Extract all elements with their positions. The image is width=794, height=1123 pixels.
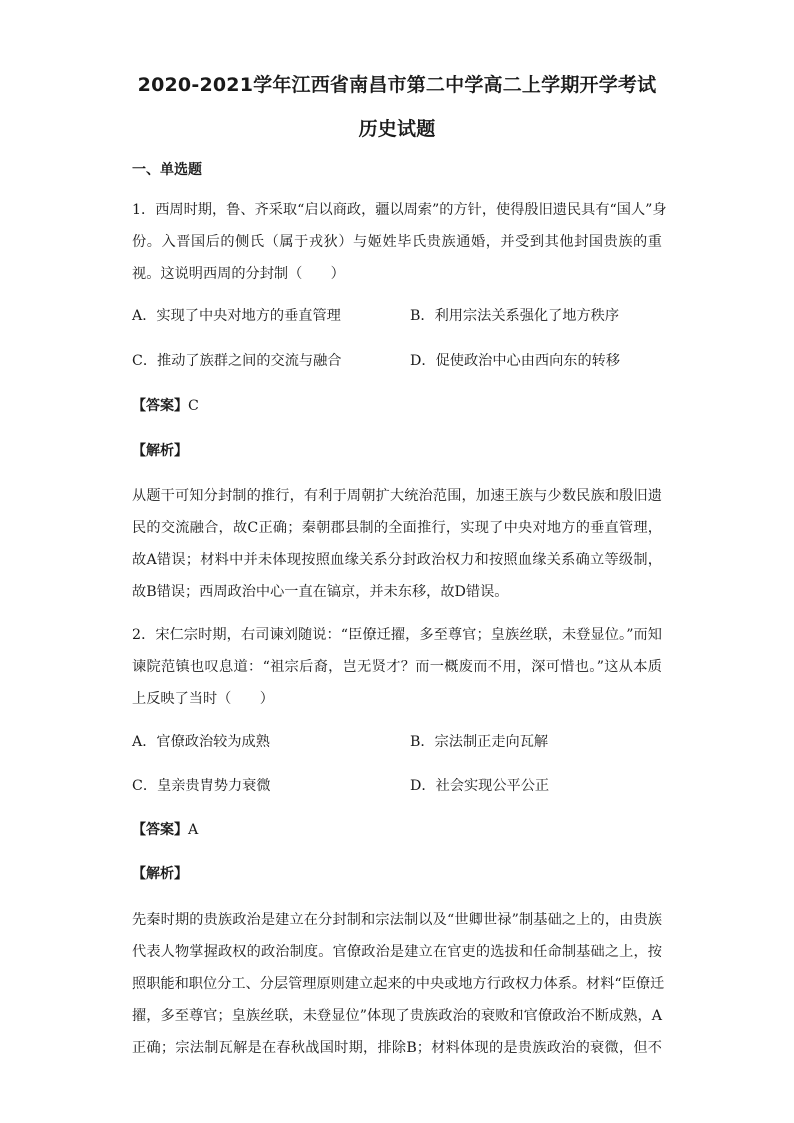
q1-answer (132, 396, 199, 416)
q2-option-c: C．皇亲贵胄势力衰微 (132, 778, 271, 794)
q2-stem-line: 上反映了当时（ ） (132, 691, 274, 707)
q1-option-b: B．利用宗法关系强化了地方秩序 (410, 308, 620, 324)
q1-analysis-line: 从题干可知分封制的推行，有利于周朝扩大统治范围，加速王族与少数民族和殷旧遗 (132, 488, 662, 504)
q1-answer-value: C (188, 398, 199, 414)
q2-analysis-line: 先秦时期的贵族政治是建立在分封制和宗法制以及“世卿世禄”制基础之上的，由贵族 (132, 912, 662, 928)
q1-stem-line: 视。这说明西周的分封制（ ） (132, 266, 345, 282)
q1-analysis-line: 故A错误；材料中并未体现按照血缘关系分封政治权力和按照血缘关系确立等级制， (132, 552, 662, 568)
q1-analysis-line: 故B错误；西周政治中心一直在镐京，并未东移，故D错误。 (132, 584, 509, 600)
q2-option-b: B．宗法制正走向瓦解 (410, 734, 549, 750)
q2-stem-line: 谏院范镇也叹息道：“祖宗后裔，岂无贤才？而一概废而不用，深可惜也。”这从本质 (132, 659, 662, 675)
q1-option-d: D．促使政治中心由西向东的转移 (410, 353, 621, 369)
section-heading: 一、单选题 (132, 162, 202, 178)
document-title: 2020-2021学年江西省南昌市第二中学高二上学期开学考试 (137, 74, 657, 96)
q2-analysis-line: 正确；宗法制瓦解是在春秋战国时期，排除B；材料体现的是贵族政治的衰微，但不 (132, 1040, 662, 1056)
document-subtitle: 历史试题 (358, 118, 436, 140)
q1-analysis-label: 【解析】 (132, 443, 188, 459)
q1-option-a: A．实现了中央对地方的垂直管理 (132, 308, 341, 324)
q1-option-c: C．推动了族群之间的交流与融合 (132, 353, 342, 369)
q2-stem-line: 2．宋仁宗时期，右司谏刘随说：“臣僚迁擢，多至尊官；皇族丝联，未登显位。”而知 (132, 627, 662, 643)
q2-analysis-line: 代表人物掌握政权的政治制度。官僚政治是建立在官吏的选拔和任命制基础之上，按 (132, 944, 662, 960)
q2-analysis-label: 【解析】 (132, 866, 188, 882)
q1-answer-label: 【答案】 (132, 398, 188, 414)
q2-option-a: A．官僚政治较为成熟 (132, 734, 270, 750)
q2-analysis-line: 擢，多至尊官；皇族丝联，未登显位”体现了贵族政治的衰败和官僚政治不断成熟，A (132, 1008, 662, 1024)
q2-option-d: D．社会实现公平公正 (410, 778, 550, 794)
q2-answer-label: 【答案】 (132, 822, 188, 838)
q2-answer (132, 820, 198, 840)
q2-answer-value: A (188, 822, 199, 838)
q1-stem-line: 份。入晋国后的侧氏（属于戎狄）与姬姓毕氏贵族通婚，并受到其他封国贵族的重 (132, 234, 662, 250)
q2-analysis-line: 照职能和职位分工、分层管理原则建立起来的中央或地方行政权力体系。材料“臣僚迁 (132, 976, 665, 992)
q1-stem-line: 1．西周时期，鲁、齐采取“启以商政，疆以周索”的方针，使得殷旧遗民具有“国人”身 (132, 202, 667, 218)
q1-analysis-line: 民的交流融合，故C正确；秦朝郡县制的全面推行，实现了中央对地方的垂直管理， (132, 520, 662, 536)
